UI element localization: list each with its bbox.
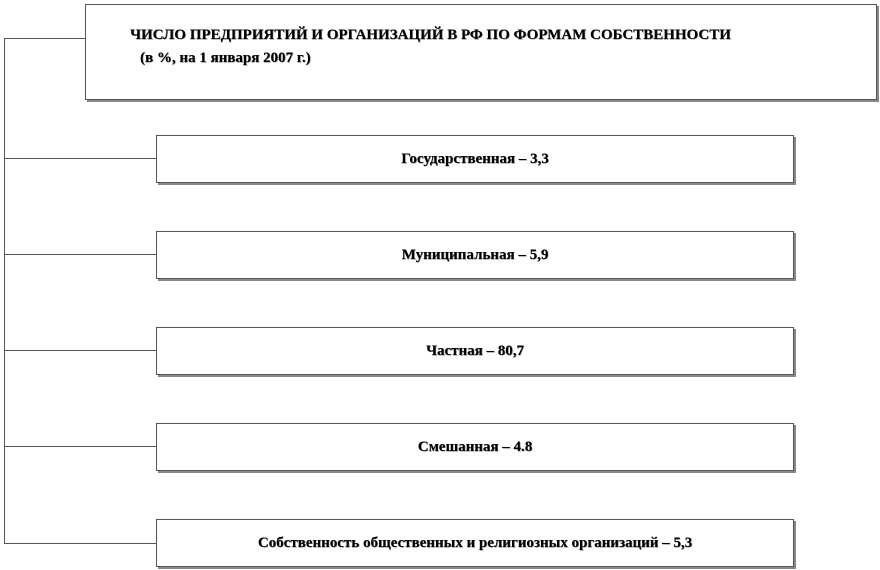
ownership-box-mixed [156,423,794,471]
ownership-label: Собственность общественных и религиозных организаций – 5,3 [257,534,693,551]
ownership-label: Смешанная – 4.8 [417,438,533,455]
connector-to-title [4,38,85,39]
connector-to-mixed [4,446,156,447]
trunk-connector-line [4,38,5,544]
diagram-title: ЧИСЛО ПРЕДПРИЯТИЙ И ОРГАНИЗАЦИЙ В РФ ПО ФОРМАМ СОБСТВЕННОСТИ [130,27,731,43]
ownership-box-municipal [156,231,794,279]
ownership-label: Муниципальная – 5,9 [401,246,549,263]
diagram-title-box [85,4,877,100]
connector-to-public-religious [4,543,156,544]
ownership-label: Государственная – 3,3 [401,150,549,167]
connector-to-state [4,158,156,159]
ownership-box-private [156,327,794,375]
connector-to-municipal [4,254,156,255]
diagram-subtitle: (в %, на 1 января 2007 г.) [140,50,311,66]
ownership-label: Частная – 80,7 [425,342,525,359]
connector-to-private [4,350,156,351]
ownership-box-state [156,135,794,183]
ownership-box-public-religious [156,519,794,567]
